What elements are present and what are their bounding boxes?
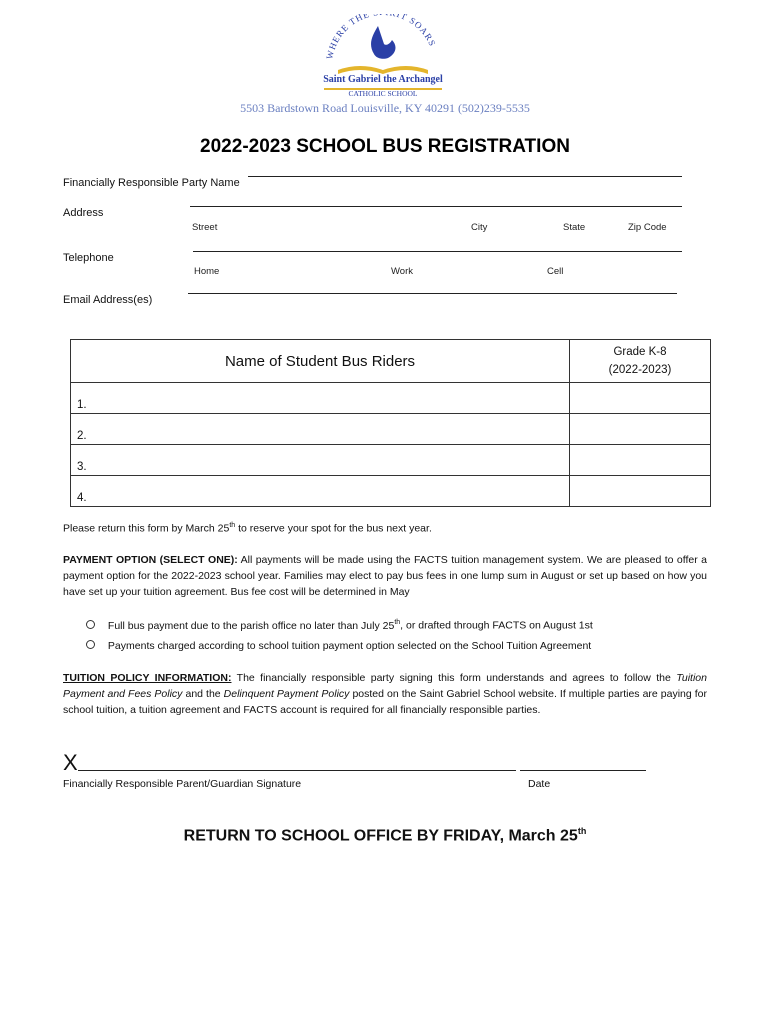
student-grade-cell-2[interactable] [570,414,711,445]
return-note-text-end: to reserve your spot for the bus next year. [235,522,432,535]
radio-option-2[interactable] [86,640,95,649]
return-note-text: Please return this form by March 25 [63,522,230,535]
date-label: Date [528,778,551,790]
school-address: 5503 Bardstown Road Louisville, KY 40291 (502)239-5535 [240,101,530,115]
payment-text: All payments will be made using the FACTS tuition management system. We are pleased to offer a payment option for the 2022-2023 school year. Families may elect to pay bus fees in one lump sum in August or set up based on how you have set up your tuition agreement. Bus fee cost will be determined in May [63,554,707,598]
date-field[interactable] [520,770,646,771]
tuition-paragraph [63,670,707,718]
payment-heading: PAYMENT OPTION (SELECT ONE): [63,554,238,566]
footer-text: RETURN TO SCHOOL OFFICE BY FRIDAY, March 25 [183,827,578,845]
return-note-sup: th [229,522,236,529]
home-caption: Home [194,266,220,277]
student-grade-cell-4[interactable] [570,476,711,507]
logo-subtitle: CATHOLIC SCHOOL [348,89,418,98]
city-caption: City [471,222,488,233]
row-number: 2. [77,430,87,442]
payment-paragraph [63,552,707,600]
student-name-cell-1[interactable] [71,383,570,414]
table-header-row [71,340,711,383]
telephone-field[interactable] [193,251,682,252]
tuition-text-3: posted on the Saint Gabriel School website. If multiple parties are paying for school tuition, a tuition agreement and FACTS account is required for all financially responsible parties. [63,688,708,716]
student-grade-cell-1[interactable] [570,383,711,414]
payment-option-1[interactable] [86,619,593,632]
page-title: 2022-2023 SCHOOL BUS REGISTRATION [200,136,570,157]
telephone-label: Telephone [63,252,114,264]
tuition-policy-name: Tuition Payment and Fees Policy [63,672,707,700]
header-name-cell [71,340,570,383]
book-icon [338,66,428,74]
email-label: Email Address(es) [63,294,153,306]
email-field[interactable] [188,293,677,294]
signature-label: Financially Responsible Parent/Guardian Signature [63,778,302,790]
student-riders-table [70,339,711,507]
return-footer [0,826,770,845]
tuition-heading: TUITION POLICY INFORMATION: [63,672,232,684]
option-1-text: Full bus payment due to the parish office no later than July 25 [107,619,395,632]
logo-graphic [318,14,448,98]
logo-arc-text: WHERE THE IT SOARS [324,14,438,61]
signature-x-mark: X [63,750,78,775]
header-grade-cell [570,340,711,383]
option-1-sup: th [394,619,401,626]
row-number: 4. [77,492,87,504]
school-logo [318,14,448,98]
header-grade-line2: (2022-2023) [608,364,672,376]
table-row [71,445,711,476]
street-caption: Street [192,222,218,233]
tuition-text-2: and the [182,688,224,700]
address-field[interactable] [190,206,682,207]
option-1-text-end: , or drafted through FACTS on August 1st [400,619,593,632]
logo-name: Saint Gabriel the Archangel [323,74,443,85]
student-name-cell-2[interactable] [71,414,570,445]
party-name-label: Financially Responsible Party Name [63,177,240,189]
table-row [71,476,711,507]
state-caption: State [563,222,586,233]
student-grade-cell-3[interactable] [570,445,711,476]
option-2-text: Payments charged according to school tuition payment option selected on the School Tuition Agreement [107,640,592,652]
radio-option-1[interactable] [86,620,95,629]
zip-caption: Zip Code [628,222,667,233]
cell-caption: Cell [547,266,564,277]
table-row [71,383,711,414]
footer-sup: th [577,826,587,836]
payment-option-2[interactable] [86,640,591,652]
header-name: Name of Student Bus Riders [224,352,416,370]
row-number: 1. [77,399,87,411]
dove-icon [371,26,395,59]
delinquent-policy-name: Delinquent Payment Policy [223,688,350,700]
tuition-text-1: The financially responsible party signing this form understands and agrees to follow the [231,672,677,684]
party-name-field[interactable] [248,176,682,177]
student-name-cell-4[interactable] [71,476,570,507]
student-name-cell-3[interactable] [71,445,570,476]
work-caption: Work [391,266,413,277]
address-label: Address [63,207,104,219]
header-grade-line1: Grade K-8 [613,346,667,358]
signature-field[interactable] [78,770,516,771]
row-number: 3. [77,461,87,473]
return-note [63,522,432,535]
table-row [71,414,711,445]
